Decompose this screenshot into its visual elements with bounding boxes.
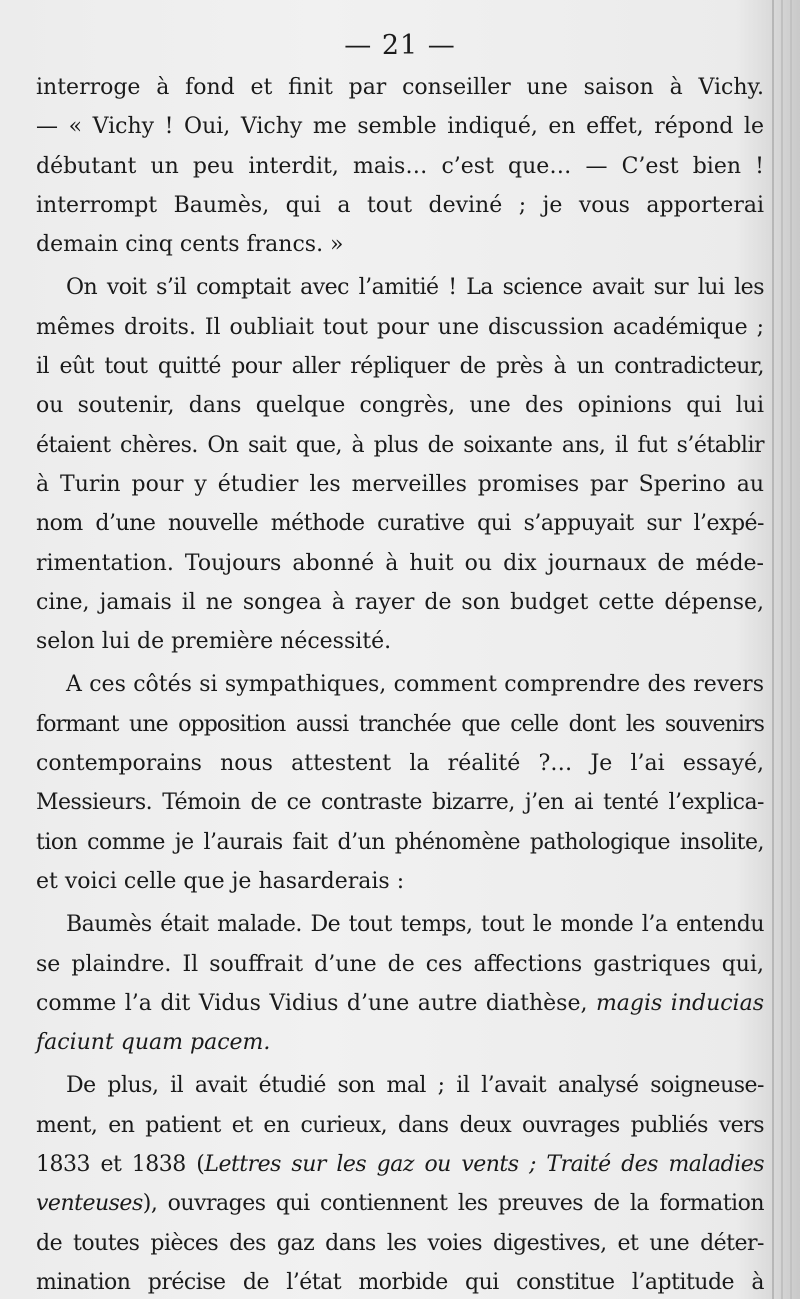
text-line: interrompt Baumès, qui a tout deviné ; je vous apporterai <box>36 192 764 218</box>
text-line: — « Vichy ! Oui, Vichy me semble indiqué, en effet, répond le <box>36 114 764 140</box>
text-line: et voici celle que je hasarderais : <box>36 868 405 894</box>
text-line: contemporains nous attestent la réalité ?… Je l’ai essayé, <box>36 751 764 777</box>
text-line: se plaindre. Il souffrait d’une de ces affections gastriques qui, <box>36 951 764 977</box>
paragraph <box>36 268 764 661</box>
text-line: nom d’une nouvelle méthode curative qui s’appuyait sur l’expé- <box>36 511 764 537</box>
italic-text: magis inducias <box>595 990 764 1016</box>
text-run: ), ouvrages qui contiennent les preuves de la formation <box>142 1191 764 1217</box>
text-line: à Turin pour y étudier les merveilles promises par Sperino au <box>36 471 764 497</box>
text-line: étaient chères. On sait que, à plus de soixante ans, il fut s’établir <box>36 432 764 458</box>
text-line: selon lui de première nécessité. <box>36 629 392 655</box>
text-line: rimentation. Toujours abonné à huit ou dix journaux de méde- <box>36 550 764 576</box>
text-line: Baumès était malade. De tout temps, tout le monde l’a entendu <box>66 912 764 938</box>
text-line: il eût tout quitté pour aller répliquer de près à un contradicteur, <box>36 354 764 380</box>
text-line: De plus, il avait étudié son mal ; il l’avait analysé soigneuse- <box>66 1073 764 1099</box>
text-line: interroge à fond et finit par conseiller une saison à Vichy. <box>36 75 764 100</box>
text-line: mêmes droits. Il oubliait tout pour une discussion académique ; <box>36 314 764 340</box>
text-line <box>36 1184 764 1223</box>
page-number: — 21 — <box>344 30 456 61</box>
paragraph <box>36 665 764 901</box>
text-line: ou soutenir, dans quelque congrès, une des opinions qui lui <box>36 393 764 419</box>
text-line: ment, en patient et en curieux, dans deux ouvrages publiés vers <box>36 1112 764 1138</box>
italic-text: Lettres sur les gaz ou vents ; Traité des maladies <box>204 1152 764 1178</box>
italic-text: venteuses <box>36 1191 143 1217</box>
paragraph <box>36 1066 764 1299</box>
italic-text-line: faciunt quam pacem. <box>36 1030 271 1056</box>
text-run: 1833 et 1838 ( <box>36 1152 205 1178</box>
paragraph <box>36 905 764 1062</box>
page-edge-shadow <box>772 0 774 1299</box>
text-line: A ces côtés si sympathiques, comment comprendre des revers <box>66 672 764 698</box>
text-line <box>36 1145 764 1184</box>
text-line: de toutes pièces des gaz dans les voies digestives, et une déter- <box>36 1230 764 1256</box>
text-line <box>36 984 764 1023</box>
page-edge-shadow <box>781 0 783 1299</box>
text-line: débutant un peu interdit, mais… c’est que… — C’est bien ! <box>36 153 764 179</box>
text-line: Messieurs. Témoin de ce contraste bizarre, j’en ai tenté l’explica- <box>36 790 764 816</box>
text-line: cine, jamais il ne songea à rayer de son budget cette dépense, <box>36 589 764 615</box>
text-line: tion comme je l’aurais fait d’un phénomène pathologique insolite, <box>36 829 764 855</box>
text-run: comme l’a dit Vidus Vidius d’une autre diathèse, <box>36 990 588 1016</box>
text-line: demain cinq cents francs. » <box>36 232 344 258</box>
text-line: mination précise de l’état morbide qui constitue l’aptitude à <box>36 1269 764 1295</box>
text-line: On voit s’il comptait avec l’amitié ! La science avait sur lui les <box>66 275 764 301</box>
body-text <box>36 68 764 1299</box>
page-edge-shadow <box>790 0 792 1299</box>
paragraph <box>36 68 764 264</box>
text-line: formant une opposition aussi tranchée que celle dont les souvenirs <box>36 711 764 737</box>
